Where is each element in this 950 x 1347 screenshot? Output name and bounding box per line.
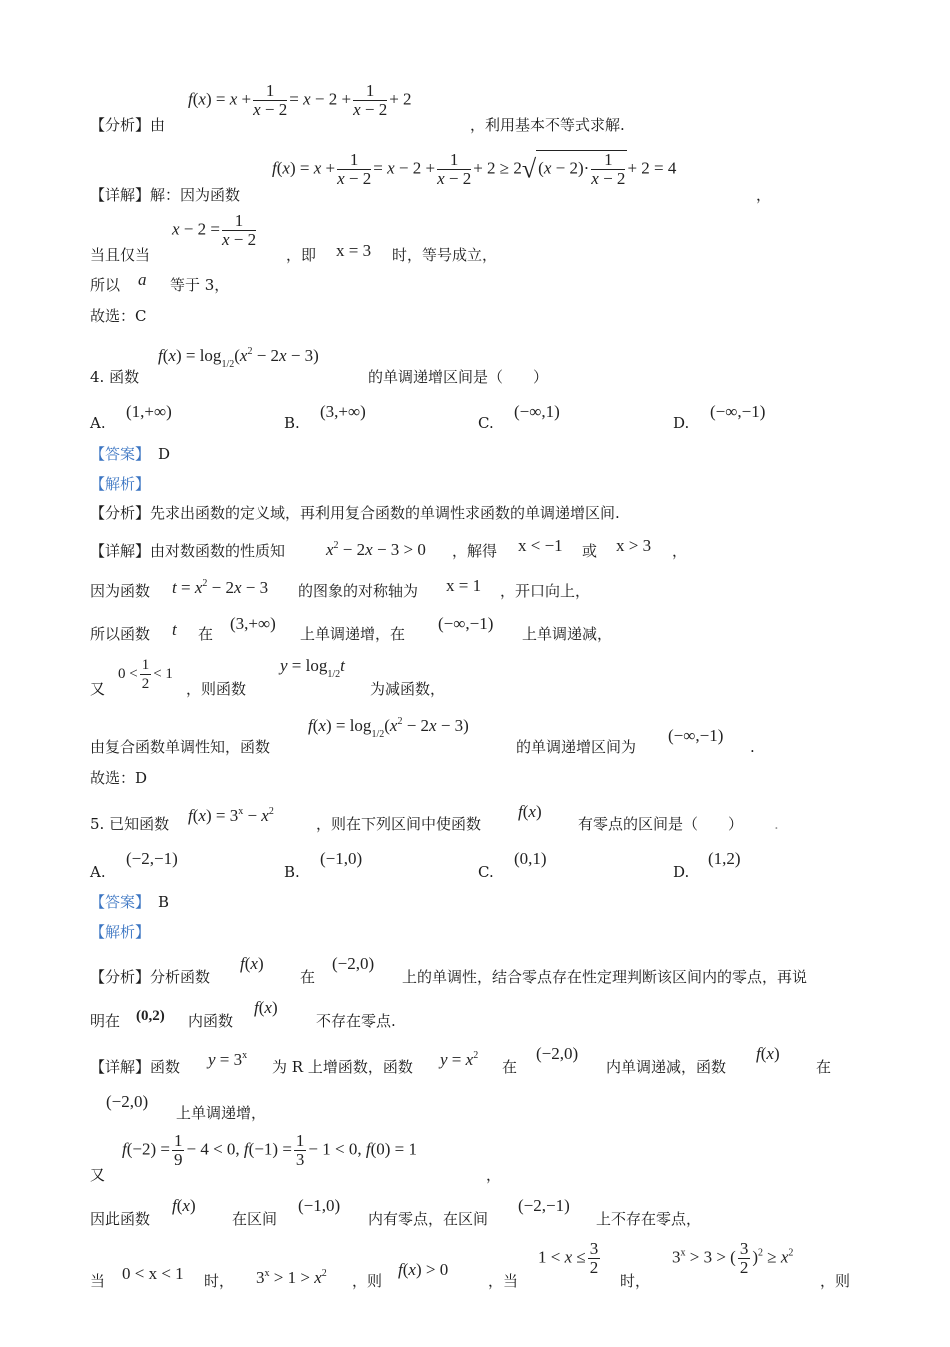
q4-option-d-letter[interactable]: D. bbox=[673, 414, 690, 432]
p3-so-prefix: 所以 bbox=[90, 276, 121, 294]
q4-d3-mid: 上单调递增，在 bbox=[300, 625, 406, 643]
p3-so-tail: 等于 3， bbox=[170, 276, 230, 294]
q4-d3-int1: (3,+∞) bbox=[230, 614, 276, 633]
q4-d5-mid: 的单调递增区间为 bbox=[516, 738, 637, 756]
q4-option-a-value[interactable]: (1,+∞) bbox=[126, 402, 172, 421]
q5-b5-time: 时， bbox=[204, 1272, 235, 1290]
q5-a2-mid: 内函数 bbox=[188, 1012, 234, 1030]
q4-d2-mid: 的图象的对称轴为 bbox=[298, 582, 419, 600]
q5-a1-in: 在 bbox=[300, 968, 316, 986]
q4-d3-int2: (−∞,−1) bbox=[438, 614, 494, 633]
q4-stem-formula: $f(x) = \log_{1/2}(x^2 - 2x - 3)$ bbox=[158, 346, 319, 370]
q5-a1-int: (−2,0) bbox=[332, 954, 375, 973]
q5-stem-tail: 有零点的区间是（ ） bbox=[578, 815, 744, 833]
q4-d3-tail: 上单调递减， bbox=[522, 625, 613, 643]
q5-b4-tail: 上不存在零点， bbox=[596, 1210, 702, 1228]
q4-d4-mid: ，则函数 bbox=[186, 680, 247, 698]
q4-d3-in: 在 bbox=[198, 625, 214, 643]
q5-jiexi-label: 【解析】 bbox=[90, 923, 151, 941]
q5-b1-in: 在 bbox=[502, 1058, 518, 1076]
q5-b5-when2: ，当 bbox=[488, 1272, 519, 1290]
q4-d3-prefix: 所以函数 bbox=[90, 625, 151, 643]
q5-b4-in: 在区间 bbox=[232, 1210, 278, 1228]
p3-equal-prefix: 当且仅当 bbox=[90, 246, 151, 264]
q4-answer-label: 【答案】 bbox=[90, 445, 151, 463]
p3-equal-tail: 时，等号成立， bbox=[392, 246, 498, 264]
q5-b4-mid: 内有零点，在区间 bbox=[368, 1210, 489, 1228]
q4-option-b-letter[interactable]: B. bbox=[284, 414, 300, 432]
q4-d1-ineq: $x^2 - 2x - 3 > 0$ bbox=[326, 540, 426, 559]
q4-stem-tail: 的单调递增区间是（ ） bbox=[368, 368, 549, 386]
q5-option-c-letter[interactable]: C. bbox=[478, 863, 494, 881]
q4-option-a-letter[interactable]: A. bbox=[90, 414, 106, 432]
p3-equal-x: x = 3 bbox=[336, 241, 372, 260]
q5-b1-fn2: $y = x^2$ bbox=[440, 1050, 479, 1069]
q5-b4-int1: (−1,0) bbox=[298, 1196, 341, 1215]
q5-option-c-value[interactable]: (0,1) bbox=[514, 849, 547, 868]
q4-analysis: 【分析】先求出函数的定义域，再利用复合函数的单调性求函数的单调递增区间. bbox=[90, 504, 620, 522]
q5-stem-fx: f(x) bbox=[518, 802, 542, 821]
q4-stem-prefix: 4. 函数 bbox=[90, 368, 140, 386]
q5-answer: B bbox=[158, 893, 170, 911]
q5-a1-tail: 上的单调性，结合零点存在性定理判断该区间内的零点，再说 bbox=[402, 968, 808, 986]
q5-a2-tail: 不存在零点. bbox=[316, 1012, 396, 1030]
q5-b1-fx: f(x) bbox=[756, 1044, 780, 1063]
q4-jiexi-label: 【解析】 bbox=[90, 475, 151, 493]
q5-option-b-letter[interactable]: B. bbox=[284, 863, 300, 881]
p3-analysis-label: 【分析】由 bbox=[90, 116, 166, 134]
q5-a2-fx: f(x) bbox=[254, 998, 278, 1017]
q5-b3-tail: ， bbox=[486, 1166, 502, 1184]
q5-b5-ineq: $3^x > 1 > x^2$ bbox=[256, 1268, 327, 1287]
q4-d4-cond: 0 < $\frac{1}{2}$ < 1 bbox=[118, 657, 173, 692]
q5-b1-fn: $y = 3^x$ bbox=[208, 1050, 248, 1069]
q4-option-d-value[interactable]: (−∞,−1) bbox=[710, 402, 766, 421]
q4-d5-prefix: 由复合函数单调性知，函数 bbox=[90, 738, 271, 756]
p3-choose: 故选：C bbox=[90, 307, 147, 325]
q5-b5-ineq2: $3^x > 3$ > ( $\frac{3}{2}$ )$^2 \ge x^2$ bbox=[672, 1239, 794, 1277]
q4-option-c-value[interactable]: (−∞,1) bbox=[514, 402, 560, 421]
q5-b2-int: (−2,0) bbox=[106, 1092, 149, 1111]
q5-stem-mid: ，则在下列区间中使函数 bbox=[316, 815, 482, 833]
q5-a1-prefix: 【分析】分析函数 bbox=[90, 968, 211, 986]
q5-b4-int2: (−2,−1) bbox=[518, 1196, 570, 1215]
q4-d2-tail: ，开口向上， bbox=[500, 582, 591, 600]
q4-option-c-letter[interactable]: C. bbox=[478, 414, 494, 432]
q5-b5-then: ，则 bbox=[352, 1272, 383, 1290]
q5-b1-in2: 在 bbox=[816, 1058, 832, 1076]
q5-stem-fn: $f(x) = 3^x - x^2$ bbox=[188, 806, 274, 825]
q5-b5-r2: 1 < x ≤ $\frac{3}{2}$ bbox=[538, 1239, 599, 1277]
q5-b5-time2: 时， bbox=[620, 1272, 651, 1290]
q5-stem-dot: . bbox=[774, 815, 779, 833]
q5-b4-prefix: 因此函数 bbox=[90, 1210, 151, 1228]
q5-option-a-letter[interactable]: A. bbox=[90, 863, 106, 881]
q5-b3-prefix: 又 bbox=[90, 1166, 106, 1184]
q4-d2-fn: $t = x^2 - 2x - 3$ bbox=[172, 578, 269, 597]
q5-option-d-value[interactable]: (1,2) bbox=[708, 849, 741, 868]
q4-d1-mid: ，解得 bbox=[452, 542, 498, 560]
q5-b4-fx: f(x) bbox=[172, 1196, 196, 1215]
q4-d5-tail: . bbox=[750, 738, 755, 756]
q5-b5-r1: 0 < x < 1 bbox=[122, 1264, 184, 1283]
q4-d1-tail: ， bbox=[672, 542, 688, 560]
q4-d2-prefix: 因为函数 bbox=[90, 582, 151, 600]
q5-b5-pos: f(x) > 0 bbox=[398, 1260, 449, 1279]
q5-option-d-letter[interactable]: D. bbox=[673, 863, 690, 881]
p3-detail-formula: f(x) = x + $\frac{1}{x - 2}$ = x − 2 + $\frac{1}{x - 2}$ + 2 ≥ 2√ (x − 2)· $\frac{1}{x - 2}$ + 2 = 4 bbox=[272, 150, 677, 188]
q4-choose: 故选：D bbox=[90, 769, 148, 787]
q5-a2-int: (0,2) bbox=[136, 1008, 165, 1024]
q5-b1-mid2: 内单调递减，函数 bbox=[606, 1058, 727, 1076]
q5-a2-prefix: 明在 bbox=[90, 1012, 121, 1030]
p3-so-var: a bbox=[138, 270, 147, 289]
q4-d5-int: (−∞,−1) bbox=[668, 726, 724, 745]
p3-analysis-formula: f(x) = x + $\frac{1}{x - 2}$ = x − 2 + $\frac{1}{x - 2}$ + 2 bbox=[188, 81, 412, 119]
q5-b5-then2: ，则 bbox=[820, 1272, 851, 1290]
q4-d1-r1: x < −1 bbox=[518, 536, 563, 555]
q5-stem-prefix: 5. 已知函数 bbox=[90, 815, 170, 833]
q5-a1-fx: f(x) bbox=[240, 954, 264, 973]
q4-d1-r2: x > 3 bbox=[616, 536, 652, 555]
q5-b5-when: 当 bbox=[90, 1272, 106, 1290]
q4-d4-fn: $y = \log_{1/2}t$ bbox=[280, 656, 345, 680]
q4-option-b-value[interactable]: (3,+∞) bbox=[320, 402, 366, 421]
q4-answer: D bbox=[158, 445, 171, 463]
q4-d1-prefix: 【详解】由对数函数的性质知 bbox=[90, 542, 286, 560]
q5-answer-label: 【答案】 bbox=[90, 893, 151, 911]
p3-equal-formula: x − 2 = $\frac{1}{x - 2}$ bbox=[172, 211, 257, 249]
q4-d3-t: t bbox=[172, 620, 177, 639]
q5-b1-prefix: 【详解】函数 bbox=[90, 1058, 181, 1076]
q5-b1-int: (−2,0) bbox=[536, 1044, 579, 1063]
q5-b2-tail: 上单调递增， bbox=[176, 1104, 267, 1122]
q4-d5-fn: $f(x) = \log_{1/2}(x^2 - 2x - 3)$ bbox=[308, 716, 469, 740]
q5-option-b-value[interactable]: (−1,0) bbox=[320, 849, 363, 868]
q4-d4-prefix: 又 bbox=[90, 680, 106, 698]
p3-equal-mid: ，即 bbox=[286, 246, 317, 264]
p3-detail-comma: ， bbox=[756, 186, 772, 204]
q4-d2-axis: x = 1 bbox=[446, 576, 482, 595]
q5-option-a-value[interactable]: (−2,−1) bbox=[126, 849, 178, 868]
q5-b3-formula: f(−2) = $\frac{1}{9}$ − 4 < 0, f(−1) = $\frac{1}{3}$ − 1 < 0, f(0) = 1 bbox=[122, 1131, 417, 1169]
q4-d4-tail: 为减函数， bbox=[370, 680, 446, 698]
q4-d1-or: 或 bbox=[582, 542, 598, 560]
p3-detail-label: 【详解】解：因为函数 bbox=[90, 186, 241, 204]
q5-b1-mid: 为 R 上增函数，函数 bbox=[272, 1058, 413, 1076]
p3-analysis-tail: ，利用基本不等式求解. bbox=[470, 116, 625, 134]
